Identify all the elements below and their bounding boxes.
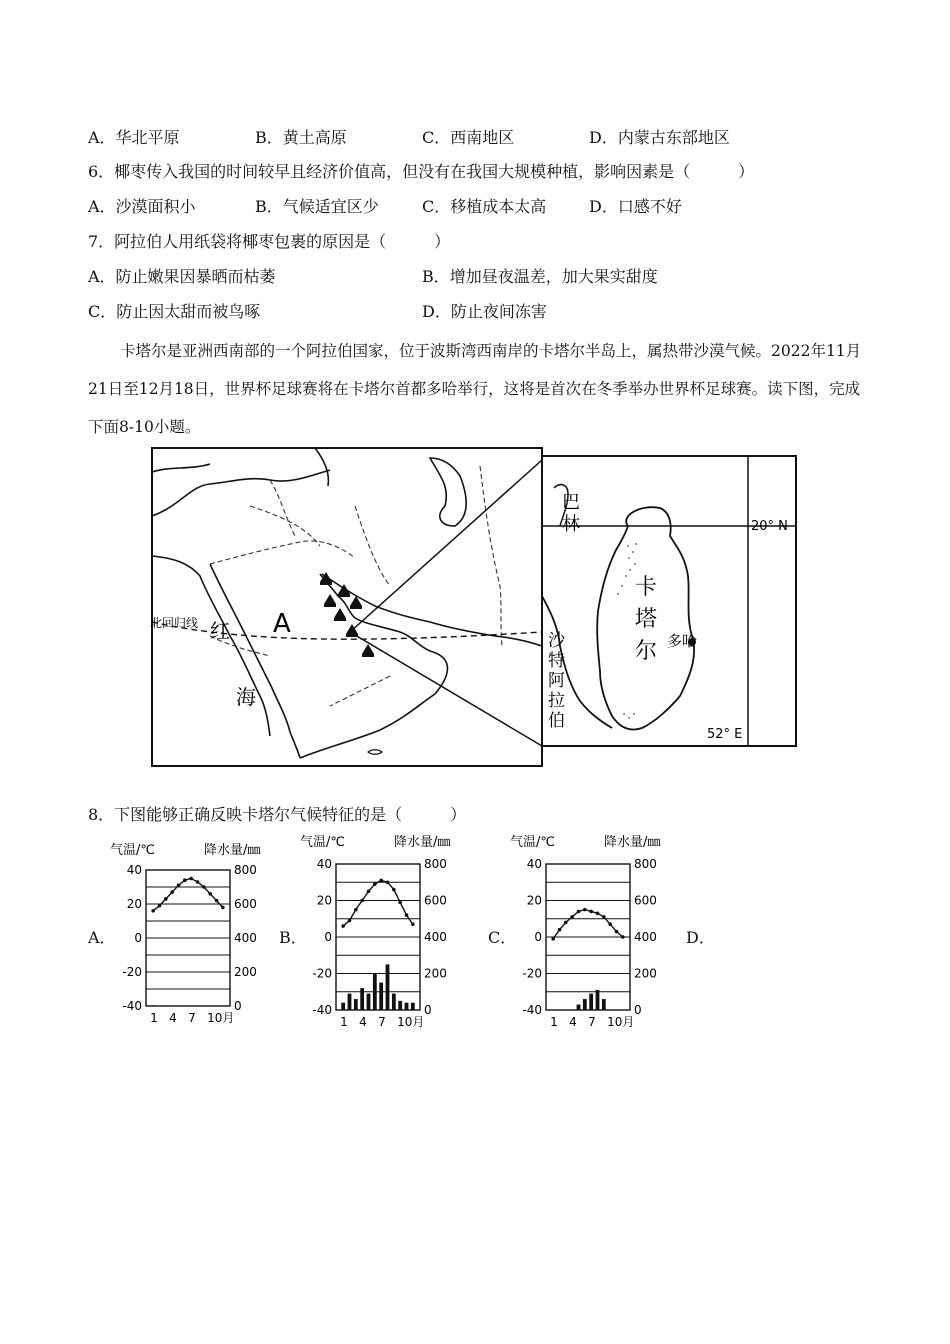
precip-bar xyxy=(158,1005,162,1006)
precip-bar xyxy=(596,990,600,1010)
month-tick-label: 10月 xyxy=(607,1015,635,1029)
temperature-point xyxy=(621,935,625,939)
temp-axis-title: 气温/℃ xyxy=(510,835,555,850)
temperature-point xyxy=(564,921,568,925)
temperature-point xyxy=(379,879,383,883)
temp-tick-label: 20 xyxy=(126,897,142,911)
temperature-point xyxy=(398,901,402,905)
inset-saudi-5: 伯 xyxy=(548,711,565,731)
precip-bar xyxy=(392,994,396,1010)
temperature-point xyxy=(189,877,193,881)
precip-bar xyxy=(577,1005,581,1010)
temp-tick-label: -40 xyxy=(122,999,142,1013)
map-label-a: A xyxy=(273,609,291,639)
inset-qatar-1: 卡 xyxy=(635,575,658,600)
q8-stem: 8．下图能够正确反映卡塔尔气候特征的是（ ） xyxy=(88,805,467,824)
q7-option-b: B．增加昼夜温差，加大果实甜度 xyxy=(422,267,658,286)
precip-bar xyxy=(373,974,377,1011)
precip-bar xyxy=(379,983,383,1010)
precip-tick-label: 600 xyxy=(424,893,447,908)
temperature-point xyxy=(164,897,168,901)
temperature-point xyxy=(602,915,606,919)
temperature-point xyxy=(570,915,574,919)
precip-tick-label: 800 xyxy=(634,857,657,871)
q6-option-d: D．口感不好 xyxy=(589,197,682,216)
temperature-point xyxy=(354,908,358,912)
precip-tick-label: 200 xyxy=(234,965,257,979)
q6-option-b: B．气候适宜区少 xyxy=(255,197,379,216)
q6-option-c: C．移植成本太高 xyxy=(422,197,547,216)
q7-stem: 7．阿拉伯人用纸袋将椰枣包裹的原因是（ ） xyxy=(88,232,451,251)
month-tick-label: 4 xyxy=(569,1015,577,1029)
temperature-point xyxy=(221,906,225,910)
inset-saudi-3: 阿 xyxy=(548,671,565,691)
precip-bar xyxy=(164,1005,168,1006)
temp-tick-label: -20 xyxy=(122,965,142,979)
temperature-point xyxy=(177,884,181,888)
precip-bar xyxy=(341,1003,345,1010)
month-tick-label: 7 xyxy=(378,1015,386,1029)
precip-bar xyxy=(398,1001,402,1010)
inset-qatar-2: 塔 xyxy=(635,607,658,632)
temperature-point xyxy=(151,909,155,913)
inset-saudi-4: 拉 xyxy=(548,691,565,711)
precip-bar xyxy=(367,994,371,1010)
temperature-point xyxy=(558,928,562,932)
precip-tick-label: 600 xyxy=(234,897,257,911)
temperature-point xyxy=(360,899,364,903)
precip-tick-label: 0 xyxy=(234,999,242,1013)
q7-option-a: A．防止嫩果因暴晒而枯萎 xyxy=(88,267,276,286)
inset-bahrain-1: 巴 xyxy=(562,492,580,513)
climate-chart-a xyxy=(110,838,282,1036)
q8-option-d: D． xyxy=(686,928,715,947)
q7-option-d: D．防止夜间冻害 xyxy=(422,302,547,321)
temperature-point xyxy=(367,890,371,894)
temp-tick-label: 0 xyxy=(324,930,332,944)
precip-tick-label: 600 xyxy=(634,893,657,908)
q5-option-d: D．内蒙古东部地区 xyxy=(589,128,730,147)
precip-tick-label: 0 xyxy=(634,1003,642,1017)
temperature-point xyxy=(583,908,587,912)
inset-lon-label: 52° E xyxy=(707,727,743,742)
month-tick-label: 1 xyxy=(150,1011,158,1025)
temperature-point xyxy=(615,930,619,934)
precip-axis-title: 降水量/㎜ xyxy=(204,843,261,858)
q8-option-a: A． xyxy=(88,928,116,947)
q8-option-c: C． xyxy=(488,928,517,947)
temp-tick-label: 20 xyxy=(526,893,542,908)
q6-option-a: A．沙漠面积小 xyxy=(88,197,196,216)
map-label-tropic: 北回归线 xyxy=(150,616,199,630)
temperature-point xyxy=(348,919,352,923)
temp-tick-label: -20 xyxy=(312,966,332,981)
temperature-point xyxy=(215,899,219,903)
temp-tick-label: 40 xyxy=(526,857,542,871)
temp-tick-label: -20 xyxy=(522,966,542,981)
passage xyxy=(88,332,868,446)
precip-tick-label: 400 xyxy=(634,930,657,944)
temperature-point xyxy=(577,910,581,914)
inset-lat-label: 20° N xyxy=(751,519,788,534)
month-tick-label: 1 xyxy=(550,1015,558,1029)
precip-bar xyxy=(589,994,593,1010)
temperature-point xyxy=(589,910,593,914)
temperature-point xyxy=(158,904,162,908)
temp-tick-label: -40 xyxy=(312,1003,332,1017)
precip-tick-label: 200 xyxy=(424,966,447,981)
precip-bar xyxy=(602,999,606,1010)
inset-bahrain-2: 林 xyxy=(562,514,580,535)
month-tick-label: 1 xyxy=(340,1015,348,1029)
inset-doha: 多哈 xyxy=(667,632,698,650)
precip-axis-title: 降水量/㎜ xyxy=(394,835,451,850)
climate-chart-b xyxy=(300,830,472,1038)
temperature-point xyxy=(608,922,612,926)
temperature-line xyxy=(553,910,623,939)
passage-text: 卡塔尔是亚洲西南部的一个阿拉伯国家，位于波斯湾西南岸的卡塔尔半岛上，属热带沙漠气候。2022年11月21日至12月18日，世界杯足球赛将在卡塔尔首都多哈举行，这将是首次在冬季举办世界杯足球赛。读下图，完成下面8-10小题。 xyxy=(88,342,862,436)
temperature-point xyxy=(341,924,345,928)
temp-tick-label: 0 xyxy=(134,931,142,945)
temperature-point xyxy=(196,880,200,884)
precip-bar xyxy=(348,994,352,1010)
precip-tick-label: 200 xyxy=(634,966,657,981)
temperature-point xyxy=(208,892,212,896)
q5-option-a: A．华北平原 xyxy=(88,128,180,147)
month-tick-label: 10月 xyxy=(397,1015,425,1029)
precip-bar xyxy=(583,999,587,1010)
temperature-point xyxy=(202,885,206,889)
q8-option-b: B． xyxy=(279,928,307,947)
q6-stem: 6．椰枣传入我国的时间较早且经济价值高，但没有在我国大规模种植，影响因素是（ ） xyxy=(88,162,755,181)
inset-saudi-2: 特 xyxy=(548,651,565,671)
precip-tick-label: 0 xyxy=(424,1003,432,1017)
month-tick-label: 4 xyxy=(169,1011,177,1025)
map-label-red: 红 xyxy=(210,619,230,643)
temperature-point xyxy=(551,937,555,941)
precip-bar xyxy=(405,1003,409,1010)
temperature-point xyxy=(170,890,174,894)
month-tick-label: 10月 xyxy=(207,1011,235,1025)
temperature-point xyxy=(386,880,390,884)
temperature-point xyxy=(392,888,396,892)
month-tick-label: 7 xyxy=(188,1011,196,1025)
precip-bar xyxy=(151,1005,155,1006)
month-tick-label: 4 xyxy=(359,1015,367,1029)
temperature-point xyxy=(183,878,187,882)
precip-tick-label: 800 xyxy=(424,857,447,871)
inset-saudi-1: 沙 xyxy=(548,631,565,651)
inset-qatar-3: 尔 xyxy=(635,639,658,664)
precip-bar xyxy=(386,964,390,1010)
q5-option-c: C．西南地区 xyxy=(422,128,515,147)
temp-tick-label: 40 xyxy=(316,857,332,871)
temperature-line xyxy=(153,879,223,911)
temp-axis-title: 气温/℃ xyxy=(300,835,345,850)
temperature-point xyxy=(411,922,415,926)
precip-tick-label: 400 xyxy=(234,931,257,945)
precip-tick-label: 400 xyxy=(424,930,447,944)
qatar-map xyxy=(150,446,798,768)
climate-chart-c xyxy=(510,830,682,1038)
precip-tick-label: 800 xyxy=(234,863,257,877)
q7-option-c: C．防止因太甜而被鸟啄 xyxy=(88,302,261,321)
precip-bar xyxy=(221,1005,225,1006)
temperature-point xyxy=(373,882,377,886)
precip-bar xyxy=(360,988,364,1010)
temp-tick-label: 0 xyxy=(534,930,542,944)
map-label-sea: 海 xyxy=(236,685,256,709)
precip-bar xyxy=(354,999,358,1010)
precip-bar xyxy=(411,1003,415,1010)
temp-tick-label: 20 xyxy=(316,893,332,908)
temp-axis-title: 气温/℃ xyxy=(110,843,155,858)
temperature-point xyxy=(596,911,600,915)
month-tick-label: 7 xyxy=(588,1015,596,1029)
q5-option-b: B．黄土高原 xyxy=(255,128,347,147)
temperature-point xyxy=(405,913,409,917)
temp-tick-label: -40 xyxy=(522,1003,542,1017)
precip-axis-title: 降水量/㎜ xyxy=(604,835,661,850)
temp-tick-label: 40 xyxy=(126,863,142,877)
